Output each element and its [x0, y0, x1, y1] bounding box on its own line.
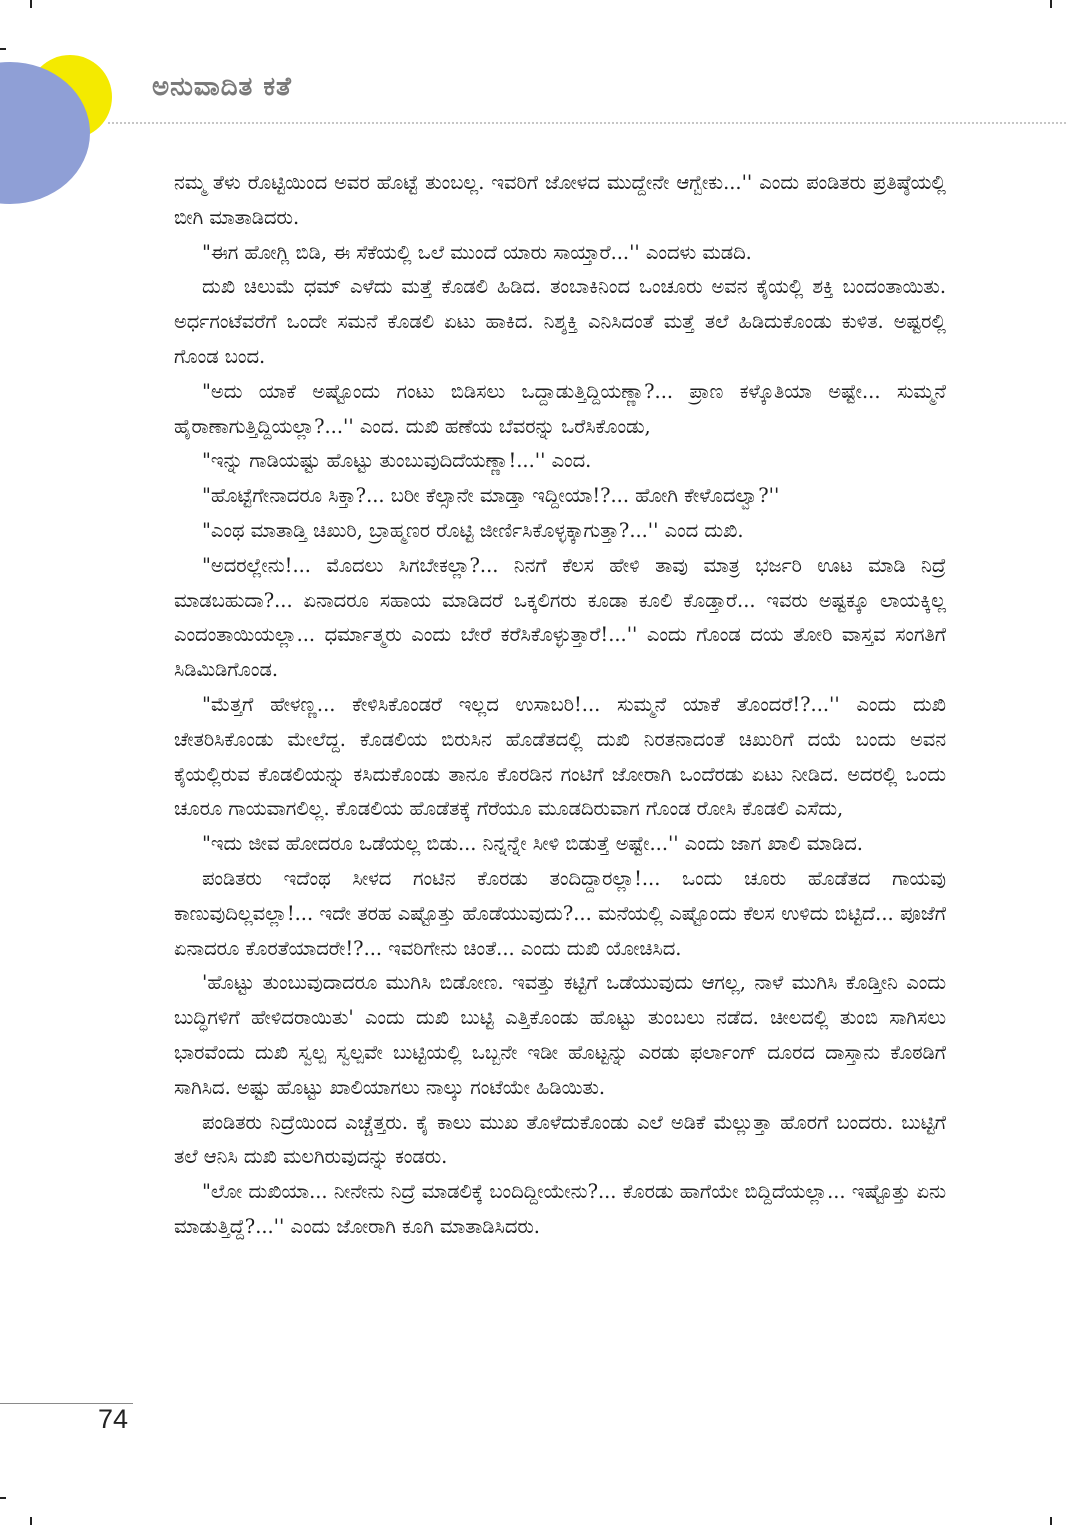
page-number: 74: [98, 1404, 129, 1434]
header-dotted-rule: [108, 122, 1066, 124]
story-body: [174, 166, 946, 1245]
story-paragraph: "ಅದು ಯಾಕೆ ಅಷ್ಟೊಂದು ಗಂಟು ಬಿಡಿಸಲು ಒದ್ದಾಡುತ್ತಿದ್ದಿಯಣ್ಣಾ?... ಪ್ರಾಣ ಕಳ್ಕೊತಿಯಾ ಅಷ್ಟೇ... ಸುಮ್ಮನೆ ಹೈರಾಣಾಗುತ್ತಿದ್ದಿಯಲ್ಲಾ?...'' ಎಂದ. ದುಖಿ ಹಣೆಯ ಬೆವರನ್ನು ಒರೆಸಿಕೊಂಡು,: [174, 379, 946, 438]
crop-mark-left-lower: [0, 1497, 6, 1499]
story-paragraph: 'ಹೊಟ್ಟು ತುಂಬುವುದಾದರೂ ಮುಗಿಸಿ ಬಿಡೋಣ. ಇವತ್ತು ಕಟ್ಟಿಗೆ ಒಡೆಯುವುದು ಆಗಲ್ಲ, ನಾಳೆ ಮುಗಿಸಿ ಕೊಡ್ತೀನಿ ಎಂದು ಬುದ್ಧಿಗಳಿಗೆ ಹೇಳಿದರಾಯಿತು' ಎಂದು ದುಖಿ ಬುಟ್ಟಿ ಎತ್ತಿಕೊಂಡು ಹೊಟ್ಟು ತುಂಬಲು ನಡೆದ. ಚೀಲದಲ್ಲಿ ತುಂಬಿ ಸಾಗಿಸಲು ಭಾರವೆಂದು ದುಖಿ ಸ್ವಲ್ಪ ಸ್ವಲ್ಪವೇ ಬುಟ್ಟಿಯಲ್ಲಿ ಒಬ್ಬನೇ ಇಡೀ ಹೊಟ್ಟನ್ನು ಎರಡು ಫರ್ಲಾಂಗ್ ದೂರದ ದಾಸ್ತಾನು ಕೊಠಡಿಗೆ ಸಾಗಿಸಿದ. ಅಷ್ಟು ಹೊಟ್ಟು ಖಾಲಿಯಾಗಲು ನಾಲ್ಕು ಗಂಟೆಯೇ ಹಿಡಿಯಿತು.: [174, 971, 946, 1099]
story-paragraph: "ಲೋ ದುಖಿಯಾ... ನೀನೇನು ನಿದ್ರೆ ಮಾಡಲಿಕ್ಕೆ ಬಂದಿದ್ದೀಯೇನು?... ಕೊರಡು ಹಾಗೆಯೇ ಬಿದ್ದಿದೆಯಲ್ಲಾ... ಇಷ್ಟೊತ್ತು ಏನು ಮಾಡುತ್ತಿದ್ದೆ?...'' ಎಂದು ಜೋರಾಗಿ ಕೂಗಿ ಮಾತಾಡಿಸಿದರು.: [174, 1180, 946, 1238]
crop-mark-top-left: [30, 0, 32, 8]
story-paragraph: ನಮ್ಮ ತೆಳು ರೊಟ್ಟಿಯಿಂದ ಅವರ ಹೊಟ್ಟೆ ತುಂಬಲ್ಲ. ಇವರಿಗೆ ಜೋಳದ ಮುದ್ದೇನೇ ಆಗ್ಬೇಕು...'' ಎಂದು ಪಂಡಿತರು ಪ್ರತಿಷ್ಠೆಯಲ್ಲಿ ಬೀಗಿ ಮಾತಾಡಿದರು.: [174, 171, 946, 229]
story-paragraph: "ಎಂಥ ಮಾತಾಡ್ತಿ ಚಿಖುರಿ, ಬ್ರಾಹ್ಮಣರ ರೊಟ್ಟಿ ಜೀರ್ಣಿಸಿಕೊಳ್ಳಕ್ಕಾಗುತ್ತಾ?...'' ಎಂದ ದುಖಿ.: [202, 518, 744, 542]
story-paragraph: "ಮೆತ್ತಗೆ ಹೇಳಣ್ಣ... ಕೇಳಿಸಿಕೊಂಡರೆ ಇಲ್ಲದ ಉಸಾಬರಿ!... ಸುಮ್ಮನೆ ಯಾಕೆ ತೊಂದರೆ!?...'' ಎಂದು ದುಖಿ ಚೇತರಿಸಿಕೊಂಡು ಮೇಲೆದ್ದ. ಕೊಡಲಿಯ ಬಿರುಸಿನ ಹೊಡೆತದಲ್ಲಿ ದುಖಿ ನಿರತನಾದಂತೆ ಚಿಖುರಿಗೆ ದಯೆ ಬಂದು ಅವನ ಕೈಯಲ್ಲಿರುವ ಕೊಡಲಿಯನ್ನು ಕಸಿದುಕೊಂಡು ತಾನೂ ಕೊರಡಿನ ಗಂಟಿಗೆ ಜೋರಾಗಿ ಒಂದೆರಡು ಏಟು ನೀಡಿದ. ಅದರಲ್ಲಿ ಒಂದು ಚೂರೂ ಗಾಯವಾಗಲಿಲ್ಲ. ಕೊಡಲಿಯ ಹೊಡೆತಕ್ಕೆ ಗೆರೆಯೂ ಮೂಡದಿರುವಾಗ ಗೊಂಡ ರೋಸಿ ಕೊಡಲಿ ಎಸೆದು,: [174, 692, 946, 821]
story-paragraph: "ಈಗ ಹೋಗ್ಲಿ ಬಿಡಿ, ಈ ಸೆಕೆಯಲ್ಲಿ ಒಲೆ ಮುಂದೆ ಯಾರು ಸಾಯ್ತಾರೆ...'' ಎಂದಳು ಮಡದಿ.: [202, 240, 752, 264]
section-header: ಅನುವಾದಿತ ಕತೆ: [152, 72, 292, 102]
story-paragraph: "ಹೊಟ್ಟೆಗೇನಾದರೂ ಸಿಕ್ತಾ?... ಬರೀ ಕೆಲ್ಸಾನೇ ಮಾಡ್ತಾ ಇದ್ದೀಯಾ!?... ಹೋಗಿ ಕೇಳೊದಲ್ವಾ?'': [202, 484, 780, 508]
story-paragraph: "ಅದರಲ್ಲೇನು!... ಮೊದಲು ಸಿಗಬೇಕಲ್ಲಾ?... ನಿನಗೆ ಕೆಲಸ ಹೇಳಿ ತಾವು ಮಾತ್ರ ಭರ್ಜರಿ ಊಟ ಮಾಡಿ ನಿದ್ರೆ ಮಾಡಬಹುದಾ?... ಏನಾದರೂ ಸಹಾಯ ಮಾಡಿದರೆ ಒಕ್ಕಲಿಗರು ಕೂಡಾ ಕೂಲಿ ಕೊಡ್ತಾರೆ... ಇವರು ಅಷ್ಟಕ್ಕೂ ಲಾಯಕ್ಕಿಲ್ಲ ಎಂದಂತಾಯಿಯಲ್ಲಾ... ಧರ್ಮಾತ್ಮರು ಎಂದು ಬೇರೆ ಕರೆಸಿಕೊಳ್ಳುತ್ತಾರೆ!...'' ಎಂದು ಗೊಂಡ ದಯ ತೋರಿ ವಾಸ್ತವ ಸಂಗತಿಗೆ ಸಿಡಿಮಿಡಿಗೊಂಡ.: [174, 553, 946, 682]
crop-mark-bottom-left: [30, 1517, 32, 1525]
story-paragraph: "ಇದು ಜೀವ ಹೋದರೂ ಒಡೆಯಲ್ಲ ಬಿಡು... ನಿನ್ನನ್ನೇ ಸೀಳಿ ಬಿಡುತ್ತೆ ಅಷ್ಟೇ...'' ಎಂದು ಜಾಗ ಖಾಲಿ ಮಾಡಿದ.: [202, 832, 863, 856]
crop-mark-left-upper: [0, 48, 6, 50]
story-paragraph: "ಇನ್ನು ಗಾಡಿಯಷ್ಟು ಹೊಟ್ಟು ತುಂಬುವುದಿದೆಯಣ್ಣಾ!...'' ಎಂದ.: [202, 449, 592, 473]
crop-mark-bottom-right: [1050, 1517, 1052, 1525]
story-paragraph: ಪಂಡಿತರು ಇದೆಂಥ ಸೀಳದ ಗಂಟಿನ ಕೊರಡು ತಂದಿದ್ದಾರಲ್ಲಾ!... ಒಂದು ಚೂರು ಹೊಡೆತದ ಗಾಯವು ಕಾಣುವುದಿಲ್ಲವಲ್ಲಾ!... ಇದೇ ತರಹ ಎಷ್ಟೊತ್ತು ಹೊಡೆಯುವುದು?... ಮನೆಯಲ್ಲಿ ಎಷ್ಟೊಂದು ಕೆಲಸ ಉಳಿದು ಬಿಟ್ಟಿದೆ... ಪೂಜೆಗೆ ಏನಾದರೂ ಕೊರತೆಯಾದರೇ!?... ಇವರಿಗೇನು ಚಿಂತೆ... ಎಂದು ದುಖಿ ಯೋಚಿಸಿದ.: [174, 866, 946, 960]
story-paragraph: ಪಂಡಿತರು ನಿದ್ರೆಯಿಂದ ಎಚ್ಚೆತ್ತರು. ಕೈ ಕಾಲು ಮುಖ ತೊಳೆದುಕೊಂಡು ಎಲೆ ಅಡಿಕೆ ಮೆಲ್ಲುತ್ತಾ ಹೊರಗೆ ಬಂದರು. ಬುಟ್ಟಿಗೆ ತಲೆ ಆನಿಸಿ ದುಖಿ ಮಲಗಿರುವುದನ್ನು ಕಂಡರು.: [174, 1110, 946, 1169]
crop-mark-top-right: [1050, 0, 1052, 8]
story-paragraph: ದುಖಿ ಚಿಲುಮೆ ಧಮ್ ಎಳೆದು ಮತ್ತೆ ಕೊಡಲಿ ಹಿಡಿದ. ತಂಬಾಕಿನಿಂದ ಒಂಚೂರು ಅವನ ಕೈಯಲ್ಲಿ ಶಕ್ತಿ ಬಂದಂತಾಯಿತು. ಅರ್ಧಗಂಟೆವರೆಗೆ ಒಂದೇ ಸಮನೆ ಕೊಡಲಿ ಏಟು ಹಾಕಿದ. ನಿಶ್ಶಕ್ತಿ ಎನಿಸಿದಂತೆ ಮತ್ತೆ ತಲೆ ಹಿಡಿದುಕೊಂಡು ಕುಳಿತ. ಅಷ್ಟರಲ್ಲಿ ಗೊಂಡ ಬಂದ.: [174, 275, 946, 368]
